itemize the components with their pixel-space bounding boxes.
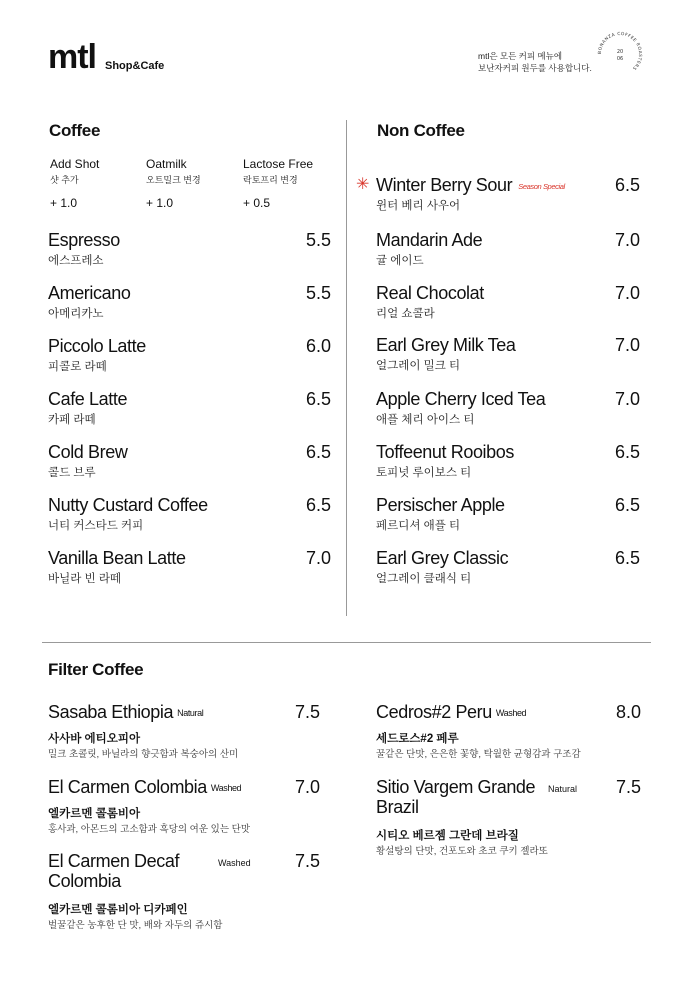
item-name: Vanilla Bean Latte	[48, 548, 186, 568]
item-name: Earl Grey Milk Tea	[376, 335, 516, 355]
non-coffee-item-mandarin-ade	[376, 230, 640, 274]
item-price: 6.5	[305, 442, 331, 462]
item-name: Earl Grey Classic	[376, 548, 509, 568]
item-name-row	[376, 702, 526, 723]
process-tag: Washed	[210, 783, 242, 794]
item-name: Nutty Custard Coffee	[48, 495, 208, 515]
option-name: Add Shot	[50, 157, 100, 171]
non-coffee-item-real-chocolat	[376, 283, 640, 327]
option-price: + 1.0	[146, 196, 174, 210]
item-name-ko: 페르디셔 애플 티	[376, 520, 461, 532]
item-price: 8.0	[615, 702, 641, 722]
item-price: 6.5	[305, 495, 331, 515]
filter-item-el-carmen-decaf	[48, 851, 320, 933]
notice-line-1: mtl은 모든 커피 메뉴에	[478, 51, 563, 61]
item-price: 7.0	[614, 283, 640, 303]
item-name-line-1: El Carmen Decaf	[48, 851, 180, 871]
option-price: + 0.5	[243, 196, 271, 210]
seal-year-top: 20	[616, 49, 624, 55]
item-name: Sasaba Ethiopia	[48, 702, 174, 722]
item-name: Espresso	[48, 230, 120, 250]
filter-item-el-carmen-colombia	[48, 777, 320, 837]
item-name: Cafe Latte	[48, 389, 128, 409]
item-name: Americano	[48, 283, 131, 303]
item-name-block	[48, 851, 179, 891]
item-name-ko: 에스프레소	[48, 255, 104, 267]
item-price: 7.5	[615, 777, 641, 797]
seal-ring-text: BONANZA COFFEE ROASTERS	[597, 31, 643, 71]
item-name: Apple Cherry Iced Tea	[376, 389, 546, 409]
item-name-row	[48, 777, 241, 798]
filter-item-cedros-peru	[376, 702, 641, 762]
option-price: + 1.0	[50, 196, 78, 210]
item-name-ko: 귤 에이드	[376, 255, 424, 267]
coffee-title: Coffee	[49, 121, 101, 140]
item-name: Cedros#2 Peru	[376, 702, 492, 722]
item-name-ko: 바닐라 빈 라떼	[48, 573, 122, 585]
item-name-ko: 엘카르멘 콜롬비아	[48, 808, 141, 820]
item-price: 7.0	[294, 777, 320, 797]
tasting-notes: 밀크 초콜릿, 바닐라의 향긋함과 복숭아의 산미	[48, 749, 239, 760]
option-name: Lactose Free	[243, 157, 314, 171]
option-ko: 오트밀크 변경	[146, 175, 201, 185]
filter-coffee-title: Filter Coffee	[48, 660, 144, 679]
item-name-ko: 아메리카노	[48, 308, 104, 320]
coffee-item-vanilla-bean-latte	[48, 548, 331, 592]
item-name-ko: 얼그레이 클래식 티	[376, 573, 472, 585]
option-ko: 락토프리 변경	[243, 175, 298, 185]
item-name-ko: 세드로스#2 페루	[376, 733, 459, 745]
tasting-notes: 황설탕의 단맛, 건포도와 초코 쿠키 젤라또	[376, 846, 548, 857]
item-name-ko: 애플 체리 아이스 티	[376, 414, 475, 426]
option-add-shot	[50, 157, 99, 210]
logo: mtl	[48, 38, 96, 76]
filter-item-sasaba-ethiopia	[48, 702, 320, 762]
non-coffee-item-earl-grey-classic	[376, 548, 640, 592]
bean-notice	[478, 50, 592, 74]
item-price: 6.5	[614, 548, 640, 568]
coffee-item-espresso	[48, 230, 331, 274]
item-name-ko: 피콜로 라떼	[48, 361, 107, 373]
item-name-ko: 엘카르멘 콜롬비아 디카페인	[48, 904, 188, 916]
item-price: 6.5	[614, 442, 640, 462]
item-name: El Carmen Colombia	[48, 777, 207, 797]
item-name: Piccolo Latte	[48, 336, 146, 356]
item-name: Persischer Apple	[376, 495, 505, 515]
option-lactose-free	[243, 157, 313, 210]
item-name-line-1: Sitio Vargem Grande	[376, 777, 536, 797]
option-name: Oatmilk	[146, 157, 187, 171]
item-name-row	[48, 702, 203, 723]
season-special-badge: Season Special	[518, 181, 565, 191]
item-name-line-2: Brazil	[376, 797, 419, 817]
item-name-ko: 얼그레이 밀크 티	[376, 360, 461, 372]
item-price: 7.5	[294, 851, 320, 871]
tasting-notes: 벌꿀같은 농후한 단 맛, 배와 자두의 쥬시함	[48, 920, 223, 931]
roaster-seal	[596, 30, 644, 78]
tasting-notes: 꿀같은 단맛, 은은한 꽃향, 탁월한 균형감과 구조감	[376, 749, 581, 760]
item-name: Mandarin Ade	[376, 230, 483, 250]
item-name-ko: 시티오 베르젬 그란데 브라질	[376, 830, 519, 842]
item-price: 7.0	[614, 335, 640, 355]
item-price: 7.0	[614, 389, 640, 409]
item-price: 6.5	[614, 175, 640, 195]
item-name-ko: 리얼 쇼콜라	[376, 308, 435, 320]
item-name-ko: 윈터 베리 사우어	[376, 200, 461, 212]
seal-year-bottom: 06	[616, 56, 624, 62]
item-price: 7.5	[294, 702, 320, 722]
section-divider	[42, 642, 651, 643]
item-price: 6.5	[614, 495, 640, 515]
non-coffee-title: Non Coffee	[377, 121, 465, 140]
coffee-item-piccolo-latte	[48, 336, 331, 380]
logo-subtitle: Shop&Cafe	[105, 60, 165, 72]
coffee-item-americano	[48, 283, 331, 327]
non-coffee-item-apple-cherry-iced-tea	[376, 389, 640, 433]
non-coffee-item-toffeenut-rooibos	[376, 442, 640, 486]
non-coffee-item-earl-grey-milk-tea	[376, 335, 640, 379]
item-price: 6.5	[305, 389, 331, 409]
item-name-row	[376, 175, 565, 196]
item-name-line-2: Colombia	[48, 871, 121, 891]
item-price: 5.5	[305, 283, 331, 303]
non-coffee-item-persischer-apple	[376, 495, 640, 539]
process-tag: Natural	[177, 708, 204, 719]
item-price: 5.5	[305, 230, 331, 250]
non-coffee-item-winter-berry-sour	[376, 175, 640, 219]
item-name-ko: 너티 커스타드 커피	[48, 520, 144, 532]
process-tag: Washed	[495, 708, 527, 719]
coffee-item-cold-brew	[48, 442, 331, 486]
option-ko: 샷 추가	[50, 175, 79, 185]
filter-item-sitio-vargem-grande	[376, 777, 641, 859]
coffee-item-cafe-latte	[48, 389, 331, 433]
process-tag: Natural	[548, 784, 578, 794]
column-divider	[346, 120, 347, 616]
item-name-ko: 카페 라떼	[48, 414, 96, 426]
notice-line-2: 보난자커피 원두를 사용합니다.	[478, 63, 592, 73]
tasting-notes: 홍사과, 아몬드의 고소함과 흑당의 여운 있는 단맛	[48, 824, 251, 835]
item-name-ko: 토피넛 루이보스 티	[376, 467, 472, 479]
item-price: 7.0	[614, 230, 640, 250]
item-name: Cold Brew	[48, 442, 128, 462]
season-star-icon: ✳	[356, 176, 370, 193]
item-price: 7.0	[305, 548, 331, 568]
item-price: 6.0	[305, 336, 331, 356]
item-name-ko: 콜드 브루	[48, 467, 96, 479]
option-oatmilk	[146, 157, 201, 210]
process-tag: Washed	[218, 858, 251, 868]
item-name: Real Chocolat	[376, 283, 484, 303]
item-name-block	[376, 777, 535, 817]
item-name-ko: 사사바 에티오피아	[48, 733, 141, 745]
item-name: Winter Berry Sour	[376, 175, 513, 195]
item-name: Toffeenut Rooibos	[376, 442, 514, 462]
coffee-item-nutty-custard	[48, 495, 331, 539]
